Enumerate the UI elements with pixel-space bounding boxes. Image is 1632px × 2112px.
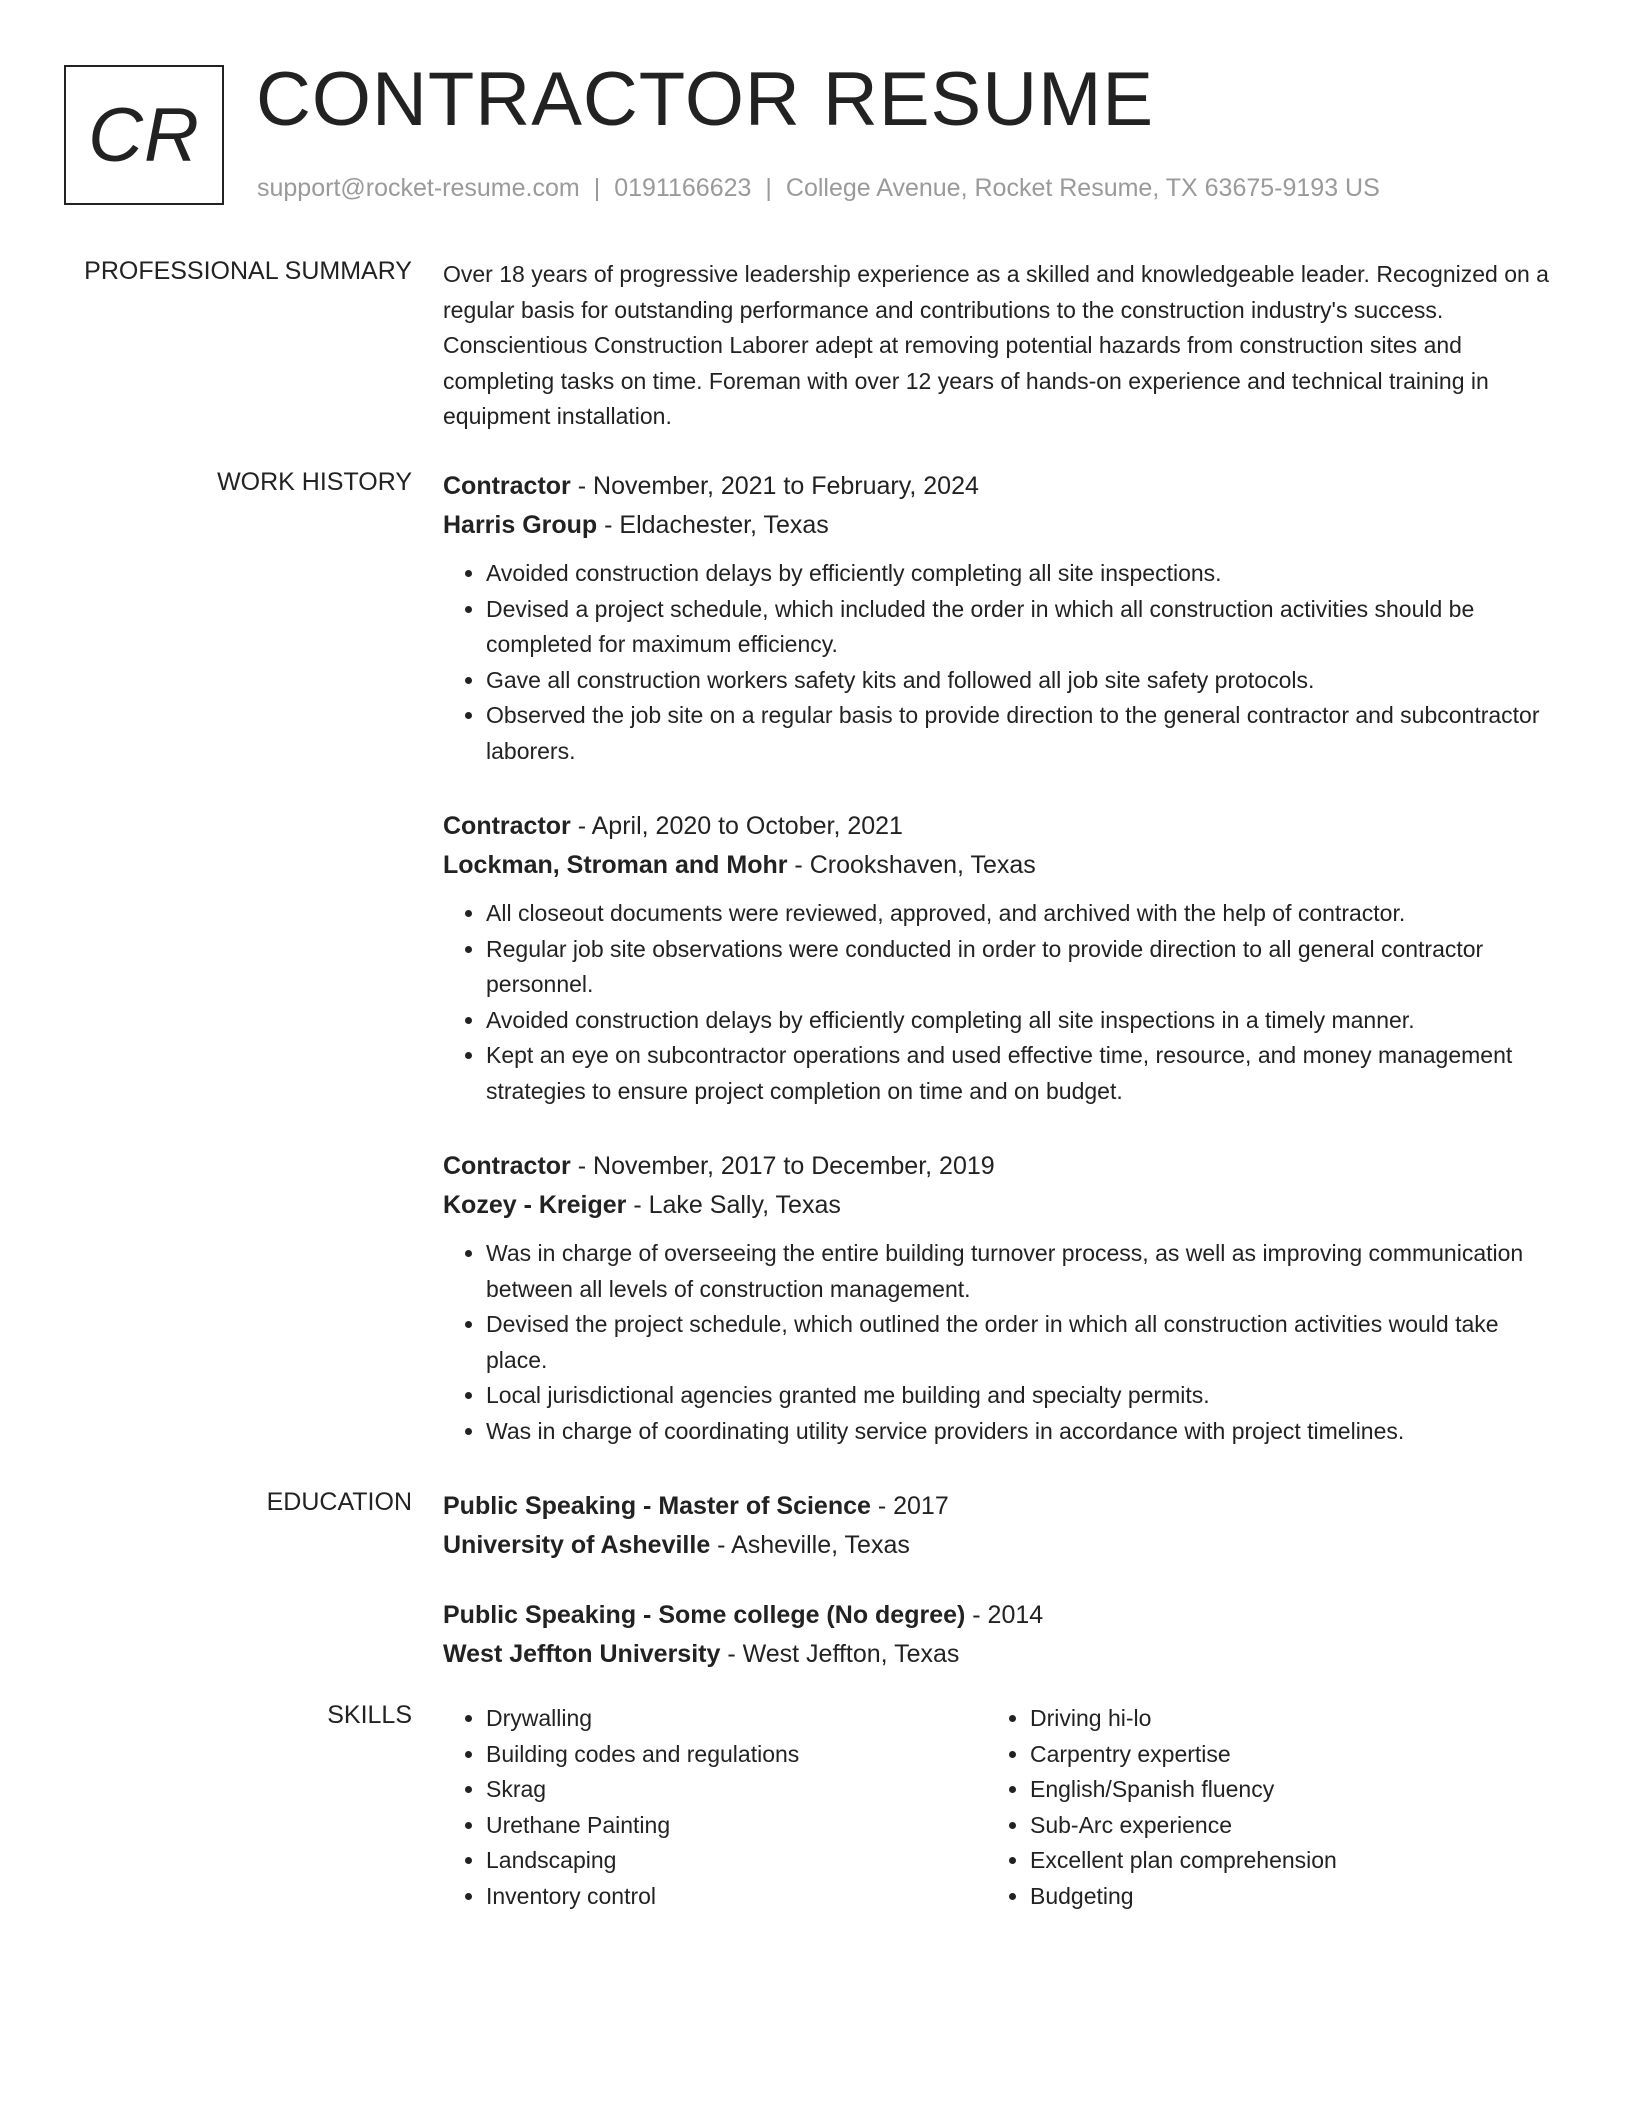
skill-item: • Carpentry expertise: [1030, 1737, 1531, 1773]
education-year: - 2017: [870, 1492, 949, 1520]
skill-item: • Excellent plan comprehension: [1030, 1843, 1531, 1879]
skills-column-right: [987, 1701, 1531, 1914]
job-location: - Crookshaven, Texas: [787, 851, 1036, 879]
education-degree-line: [443, 1596, 1553, 1635]
monogram-badge: CR: [64, 65, 224, 205]
job-bullet: • Was in charge of overseeing the entire building turnover process, as well as improving communication between all levels of construction management.: [486, 1236, 1553, 1307]
job-company: Harris Group: [443, 511, 598, 539]
job-company-line: [443, 1186, 1553, 1225]
skill-item: • Budgeting: [1030, 1879, 1531, 1915]
contact-separator: |: [765, 174, 772, 202]
job-bullet: • All closeout documents were reviewed, approved, and archived with the help of contractor.: [486, 896, 1553, 932]
job-bullet: • Observed the job site on a regular basis to provide direction to the general contractor and subcontractor laborers.: [486, 698, 1553, 769]
education-location: - West Jeffton, Texas: [720, 1640, 960, 1668]
job-bullet: • Local jurisdictional agencies granted me building and specialty permits.: [486, 1378, 1553, 1414]
job-bullet: • Avoided construction delays by efficiently completing all site inspections.: [486, 556, 1553, 592]
job-bullet: • Was in charge of coordinating utility service providers in accordance with project timelines.: [486, 1414, 1553, 1450]
job-bullet: • Devised a project schedule, which included the order in which all construction activities should be completed for maximum efficiency.: [486, 592, 1553, 663]
contact-address: College Avenue, Rocket Resume, TX 63675-9193 US: [785, 174, 1380, 202]
education-school: University of Asheville: [443, 1531, 711, 1559]
skill-item: • Skrag: [486, 1772, 987, 1808]
contact-email[interactable]: support@rocket-resume.com: [257, 174, 580, 202]
education-degree-line: [443, 1487, 1553, 1526]
job-title: Contractor: [443, 472, 571, 500]
job-bullet: • Regular job site observations were conducted in order to provide direction to all general contractor personnel.: [486, 932, 1553, 1003]
section-label-education: EDUCATION: [266, 1488, 412, 1516]
education-list: [443, 1487, 1553, 1705]
job-bullets: [443, 556, 1553, 769]
skills-column-left: [443, 1701, 987, 1914]
job-title-line: [443, 807, 1553, 846]
contact-separator: |: [593, 174, 601, 202]
education-school: West Jeffton University: [443, 1640, 721, 1668]
job-title: Contractor: [443, 1152, 571, 1180]
skill-item: • Driving hi-lo: [1030, 1701, 1531, 1737]
education-location: - Asheville, Texas: [710, 1531, 910, 1559]
skills-grid: [443, 1701, 1553, 1914]
contact-phone[interactable]: 0191166623: [614, 174, 752, 202]
education-entry: [443, 1596, 1553, 1674]
job-bullet: • Gave all construction workers safety kits and followed all job site safety protocols.: [486, 663, 1553, 699]
job-location: - Lake Sally, Texas: [626, 1191, 841, 1219]
section-label-skills: SKILLS: [327, 1701, 412, 1729]
skill-item: • English/Spanish fluency: [1030, 1772, 1531, 1808]
job-company: Lockman, Stroman and Mohr: [443, 851, 788, 879]
skill-item: • Inventory control: [486, 1879, 987, 1915]
education-entry: [443, 1487, 1553, 1565]
skill-item: • Sub-Arc experience: [1030, 1808, 1531, 1844]
education-degree: Public Speaking - Some college (No degree): [443, 1601, 966, 1629]
education-degree: Public Speaking - Master of Science: [443, 1492, 871, 1520]
job-title-line: [443, 1147, 1553, 1186]
skill-item: • Building codes and regulations: [486, 1737, 987, 1773]
job-company-line: [443, 846, 1553, 885]
job-dates: - April, 2020 to October, 2021: [570, 812, 903, 840]
job-company: Kozey - Kreiger: [443, 1191, 627, 1219]
education-school-line: [443, 1635, 1553, 1674]
job-bullet: • Devised the project schedule, which outlined the order in which all construction activities would take place.: [486, 1307, 1553, 1378]
job-bullets: [443, 896, 1553, 1109]
summary-text: Over 18 years of progressive leadership experience as a skilled and knowledgeable leader. Recognized on a regular basis for outstanding performance and contributions to the construction industry's success. Conscientious Construction Laborer adept at removing potential hazards from construction sites and completing tasks on time. Foreman with over 12 years of hands-on experience and technical training in equipment installation.: [443, 261, 1549, 429]
job-dates: - November, 2021 to February, 2024: [570, 472, 979, 500]
job-dates: - November, 2017 to December, 2019: [570, 1152, 995, 1180]
job-entry: [443, 807, 1553, 1109]
job-title: Contractor: [443, 812, 571, 840]
work-history-list: [443, 467, 1553, 1449]
job-company-line: [443, 506, 1553, 545]
education-school-line: [443, 1526, 1553, 1565]
job-bullet: • Kept an eye on subcontractor operations and used effective time, resource, and money management strategies to ensure project completion on time and on budget.: [486, 1038, 1553, 1109]
job-entry: [443, 467, 1553, 769]
contact-line: [257, 174, 1380, 203]
skill-item: • Urethane Painting: [486, 1808, 987, 1844]
section-label-summary: PROFESSIONAL SUMMARY: [84, 257, 412, 285]
job-location: - Eldachester, Texas: [597, 511, 829, 539]
job-bullets: [443, 1236, 1553, 1449]
skill-item: • Landscaping: [486, 1843, 987, 1879]
education-year: - 2014: [965, 1601, 1044, 1629]
job-entry: [443, 1147, 1553, 1449]
job-bullet: • Avoided construction delays by efficiently completing all site inspections in a timely manner.: [486, 1003, 1553, 1039]
section-label-work-history: WORK HISTORY: [217, 468, 412, 496]
skill-item: • Drywalling: [486, 1701, 987, 1737]
resume-title: CONTRACTOR RESUME: [256, 57, 1155, 142]
job-title-line: [443, 467, 1553, 506]
